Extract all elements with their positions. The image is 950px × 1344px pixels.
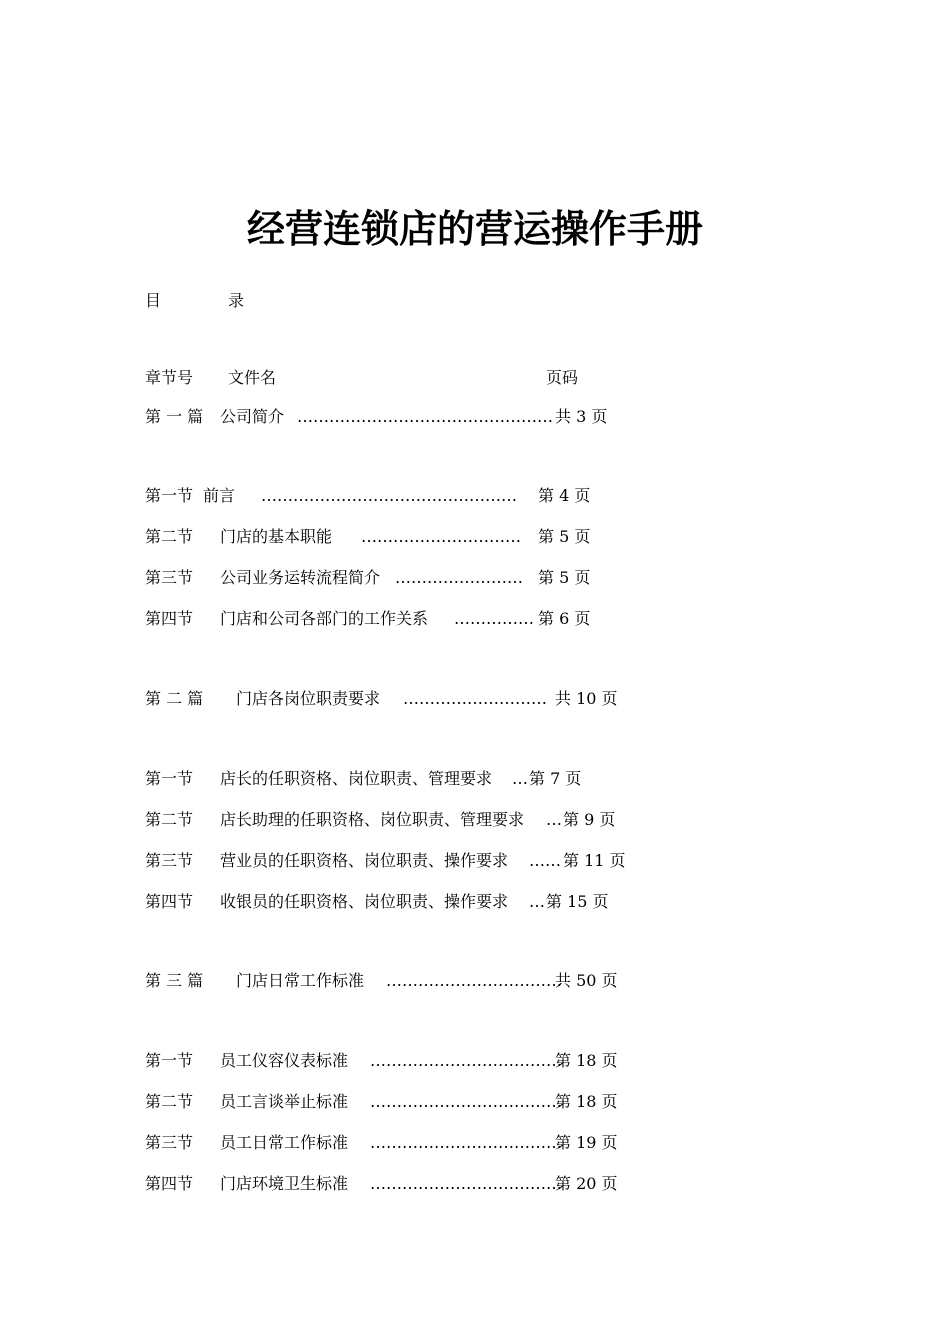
toc-entry-page: 第 11 页 (563, 851, 626, 870)
toc-entry-page: 第 6 页 (538, 609, 591, 628)
toc-entry-number: 第 二 篇 (145, 689, 204, 708)
toc-entry-page: 第 7 页 (529, 769, 582, 788)
toc-entry-number: 第三节 (145, 851, 194, 870)
toc-entry-leader: … (512, 769, 528, 788)
toc-entry-number: 第二节 (145, 810, 194, 829)
toc-entry-number: 第三节 (145, 1133, 194, 1152)
toc-entry-number: 第一节 (145, 486, 194, 505)
toc-entry-name: 门店环境卫生标准 (220, 1174, 349, 1193)
toc-entry-leader: ………………………… (361, 527, 521, 546)
toc-entry-name: 员工言谈举止标准 (220, 1092, 349, 1111)
toc-entry-page: 第 5 页 (538, 527, 591, 546)
toc-entry-name: 门店日常工作标准 (236, 971, 365, 990)
toc-entry-name: 员工仪容仪表标准 (220, 1051, 349, 1070)
toc-entry-number: 第一节 (145, 769, 194, 788)
toc-entry-page: 第 18 页 (555, 1051, 618, 1070)
toc-entry-leader: ……………………………… (370, 1133, 562, 1152)
toc-entry-number: 第 三 篇 (145, 971, 204, 990)
toc-entry-page: 第 15 页 (546, 892, 609, 911)
toc-entry-name: 店长助理的任职资格、岗位职责、管理要求 (220, 810, 525, 829)
toc-entry-number: 第二节 (145, 1092, 194, 1111)
toc-entry-name: 员工日常工作标准 (220, 1133, 349, 1152)
toc-entry-name: 公司简介 (220, 407, 285, 426)
toc-entry-page: 共 3 页 (555, 407, 608, 426)
toc-entry-number: 第四节 (145, 892, 194, 911)
toc-entry-number: 第四节 (145, 609, 194, 628)
column-filename-label: 文件名 (228, 368, 277, 387)
toc-entry-leader: ………………………………………… (261, 486, 517, 505)
toc-entry-number: 第 一 篇 (145, 407, 204, 426)
toc-entry-name: 门店各岗位职责要求 (236, 689, 381, 708)
toc-entry-page: 第 18 页 (555, 1092, 618, 1111)
toc-entry-leader: ……………………………… (370, 1092, 562, 1111)
toc-entry-page: 第 20 页 (555, 1174, 618, 1193)
toc-entry-number: 第四节 (145, 1174, 194, 1193)
toc-entry-name: 营业员的任职资格、岗位职责、操作要求 (220, 851, 509, 870)
toc-entry-leader: …… (529, 851, 561, 870)
toc-entry-name: 门店和公司各部门的工作关系 (220, 609, 429, 628)
document-title: 经营连锁店的营运操作手册 (246, 206, 703, 251)
toc-entry-leader: …………………………… (386, 971, 562, 990)
toc-entry-page: 第 5 页 (538, 568, 591, 587)
toc-heading-left: 目 (145, 291, 162, 310)
toc-entry-name: 公司业务运转流程简介 (220, 568, 381, 587)
column-chapter-label: 章节号 (145, 368, 194, 387)
toc-entry-page: 共 10 页 (555, 689, 618, 708)
toc-entry-name: 收银员的任职资格、岗位职责、操作要求 (220, 892, 509, 911)
toc-entry-number: 第一节 (145, 1051, 194, 1070)
toc-entry-name: 前言 (203, 486, 236, 505)
toc-entry-number: 第三节 (145, 568, 194, 587)
toc-entry-leader: …………… (454, 609, 534, 628)
toc-entry-leader: ……………………………… (370, 1174, 562, 1193)
toc-entry-name: 门店的基本职能 (220, 527, 333, 546)
toc-entry-number: 第二节 (145, 527, 194, 546)
toc-entry-page: 共 50 页 (555, 971, 618, 990)
toc-entry-leader: …………………… (395, 568, 523, 587)
column-page-label: 页码 (546, 368, 579, 387)
toc-entry-leader: ………………………………………… (297, 407, 553, 426)
toc-entry-page: 第 19 页 (555, 1133, 618, 1152)
toc-heading-right: 录 (228, 291, 245, 310)
toc-entry-page: 第 9 页 (563, 810, 616, 829)
toc-entry-leader: … (529, 892, 545, 911)
toc-entry-page: 第 4 页 (538, 486, 591, 505)
toc-entry-leader: ……………………… (403, 689, 547, 708)
toc-entry-name: 店长的任职资格、岗位职责、管理要求 (220, 769, 493, 788)
toc-entry-leader: … (546, 810, 562, 829)
toc-entry-leader: ……………………………… (370, 1051, 562, 1070)
